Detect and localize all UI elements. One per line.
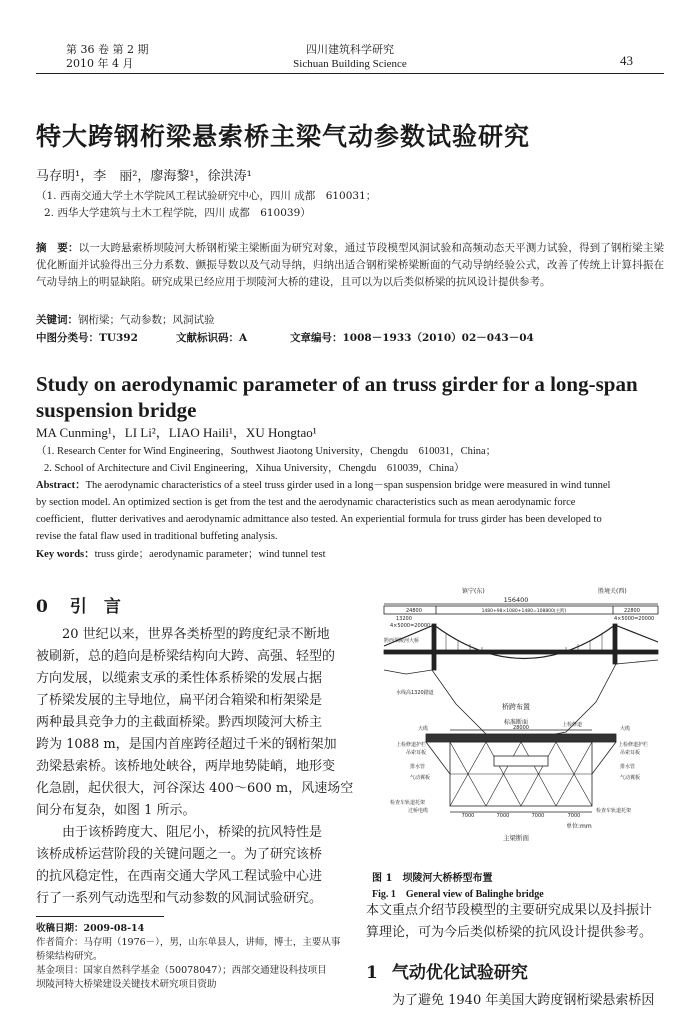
fig-cs-title: 标准断面 xyxy=(503,719,529,726)
affiliation-cn-2: 2. 西华大学建筑与土木工程学院，四川 成都 610039） xyxy=(44,207,311,219)
girder-cross-section xyxy=(390,718,648,842)
fig-tag-left-1: 大缆 xyxy=(418,726,429,732)
fig-left-bank: 黔西坝陵河大桥 xyxy=(384,638,420,644)
footnotes: 收稿日期：2009-08-14 作者简介：马存明（1976－），男，山东单县人，讲师，博士，主要从事 桥梁结构研究。 基金项目：国家自然科学基金（50078047）；西部交通建设科技项目 坝陵河特大桥梁建设关键技术研究项目资助 xyxy=(36,922,362,992)
fig-tag-left-3: 吊索耳板 xyxy=(406,750,427,756)
fig-tag-right-5: 排水管 xyxy=(620,764,636,770)
figure-1-caption-cn: 图 1 坝陵河大桥桥型布置 xyxy=(372,873,493,884)
section-0-heading: 0 引 言 xyxy=(36,597,121,617)
abstract-en-line2: by section model. An optimized section is get from the test and the aerodynamic characteristics such as mean aerodynamic force xyxy=(36,497,576,508)
fig-dim-3: 7000 xyxy=(531,813,545,819)
fig-tag-right-2: 上检修道 xyxy=(562,722,583,728)
clc-number: 中图分类号：TU392 xyxy=(36,332,138,344)
authors-cn: 马存明¹，李 丽²，廖海黎¹，徐洪涛¹ xyxy=(36,169,252,184)
abstract-en xyxy=(36,477,664,545)
header-rule xyxy=(36,73,664,74)
footnote-bio: 作者简介：马存明（1976－），男，山东单县人，讲师，博士，主要从事 xyxy=(36,937,341,948)
section-0-para-2: 由于该桥跨度大、阻尼小，桥梁的抗风特性是 该桥成桥运营阶段的关键问题之一。为了研究该桥 的抗风稳定性，在西南交通大学风工程试验中心进 行了一系列气动选型和气动参数的风洞试验研究。 xyxy=(36,825,323,906)
header-date: 2010 年 4 月 xyxy=(66,57,134,70)
keywords-en-text: truss girde；aerodynamic parameter；wind tunnel test xyxy=(94,549,326,560)
fig-elevation-caption: 桥跨布置 xyxy=(502,703,530,711)
abstract-en-label: Abstract： xyxy=(36,480,86,491)
keywords-cn xyxy=(36,312,215,329)
fig-main-span: 1480+98×1080+1480=108800(主跨) xyxy=(481,609,567,614)
keywords-cn-text: 钢桁梁；气动参数；风洞试验 xyxy=(78,314,215,326)
header-journal-cn: 四川建筑科学研究 xyxy=(306,43,394,56)
fig-dim-2: 7000 xyxy=(496,813,510,819)
fig-dim-4: 7000 xyxy=(567,813,581,819)
header-volume: 第 36 卷 第 2 期 xyxy=(66,43,149,56)
doc-code: 文献标识码：A xyxy=(176,332,248,344)
affiliation-en-1: （1. Research Center for Wind Engineering，Southwest Jiaotong University，Chengdu 610031，China； xyxy=(36,446,497,457)
fig-tag-left-7: 过桥电缆 xyxy=(408,808,429,814)
keywords-en-label: Key words： xyxy=(36,549,95,560)
header-journal-en: Sichuan Building Science xyxy=(293,58,407,70)
figure-1-caption-en: Fig. 1 General view of Balinghe bridge xyxy=(372,889,544,900)
authors-en: MA Cunming¹，LI Li²，LIAO Haili¹，XU Hongtao¹ xyxy=(36,425,317,440)
abstract-en-line3: coefficient，flutter derivatives and aerodynamic admittance also tested. An experiential formula for truss girder has been developed to xyxy=(36,514,602,525)
bridge-elevation xyxy=(384,587,658,740)
section-0-para-1: 20 世纪以来，世界各类桥型的跨度纪录不断地 被刷新，总的趋向是桥梁结构向大跨、高强、轻型的 方向发展，以缆索支承的柔性体系桥梁的发展占据 了桥梁发展的主导地位，扁平闭合箱梁和桁架梁是 两种最具竞争力的主截面桥梁。黔西坝陵河大桥主 跨为 1088 m，是国内首座跨径超过千米的钢桁架加 劲梁悬索桥。该桥地处峡谷，两岸地势陡峭，地形变 化急剧，起伏很大，河谷深达 400～600 m，风速场空 间分布复杂，如图 1 所示。 xyxy=(36,627,354,818)
fig-tag-right-3: 上检修道护栏 xyxy=(618,742,649,748)
fig-tag-right-4: 吊索耳板 xyxy=(620,750,641,756)
title-cn: 特大跨钢桁梁悬索桥主梁气动参数试验研究 xyxy=(36,122,531,151)
footnote-fund: 基金项目：国家自然科学基金（50078047）；西部交通建设科技项目 xyxy=(36,965,327,976)
fig-tag-left-5: 气动翼板 xyxy=(410,775,431,781)
fig-left-sub: 4×5000=20000 xyxy=(390,623,431,629)
fig-right-town: 胜境关(西) xyxy=(598,588,627,595)
fig-tag-left-2: 上检修道护栏 xyxy=(396,742,427,748)
affiliation-en-2: 2. School of Architecture and Civil Engineering，Xihua University，Chengdu 610039，China） xyxy=(44,463,465,474)
fig-left-town: 镇宁(东) xyxy=(462,588,485,595)
fig-left-span: 24800 xyxy=(406,608,422,614)
figure-1 xyxy=(366,584,666,864)
footnote-received: 收稿日期：2009-08-14 xyxy=(36,923,145,934)
abstract-cn-text: 以一大跨悬索桥坝陵河大桥钢桁梁主梁断面为研究对象，通过节段模型风洞试验和高频动态天平测力试验，得到了钢桁梁主梁优化断面并试验得出三分力系数、颤振导数以及气动导纳，归纳出适合钢桁梁桥梁断面的气动导纳经验公式，改善了传统上计算抖振在气动导纳上的明显缺陷。研究成果已经应用于坝陵河大桥的建设，且可以为以后类似桥梁的抗风设计提供参考。 xyxy=(36,242,665,288)
fig-right-sub: 4×5000=20000 xyxy=(614,616,655,622)
keywords-en xyxy=(36,546,326,563)
section-1-heading: 1 气动优化试验研究 xyxy=(366,963,528,983)
page-number: 43 xyxy=(620,53,633,68)
section-1-first-line: 为了避免 1940 年美国大跨度钢桁梁悬索桥因 xyxy=(392,993,655,1008)
fig-dim-1: 7000 xyxy=(461,813,475,819)
fig-tag-right-6: 气动翼板 xyxy=(620,775,641,781)
article-number: 文章编号：1008－1933（2010）02－043－04 xyxy=(290,332,534,344)
fig-left-tags xyxy=(390,725,430,814)
fig-tag-right-7: 检查车轨道托架 xyxy=(596,808,632,814)
fig-tag-left-6: 检查车轨道托架 xyxy=(390,800,426,806)
fig-left-height: 13200 xyxy=(396,616,412,622)
fig-cs-width: 28000 xyxy=(513,725,529,731)
title-en-line1: Study on aerodynamic parameter of an truss girder for a long-span xyxy=(36,372,638,396)
fig-cs-caption: 主梁断面 xyxy=(503,834,529,842)
fig-total-span: 156400 xyxy=(503,596,529,604)
fig-tag-left-4: 排水管 xyxy=(410,764,426,770)
title-en-line2: suspension bridge xyxy=(36,398,197,422)
footnote-rule xyxy=(36,916,164,917)
abstract-cn xyxy=(36,240,664,291)
abstract-en-line4: revise the fatal flaw used in traditional buffeting analysis. xyxy=(36,531,278,542)
affiliation-cn-1: （1. 西南交通大学土木学院风工程试验研究中心，四川 成都 610031； xyxy=(36,190,377,202)
right-column-para: 本文重点介绍节段模型的主要研究成果以及抖振计 算理论，可为今后类似桥梁的抗风设计提供参考。 xyxy=(366,903,653,940)
fig-tag-right-1: 大缆 xyxy=(620,726,631,732)
fig-unit: 单位:mm xyxy=(566,823,592,830)
abstract-cn-label: 摘 要： xyxy=(36,242,79,254)
abstract-en-line1: Abstract：The aerodynamic characteristics of a steel truss girder used in a long－span suspension bridge were measured in wind tunnel xyxy=(36,480,611,491)
fig-right-span: 22800 xyxy=(624,608,640,614)
fig-water-level: 水线高1320踏道 xyxy=(396,690,434,696)
keywords-cn-label: 关键词： xyxy=(36,314,78,326)
